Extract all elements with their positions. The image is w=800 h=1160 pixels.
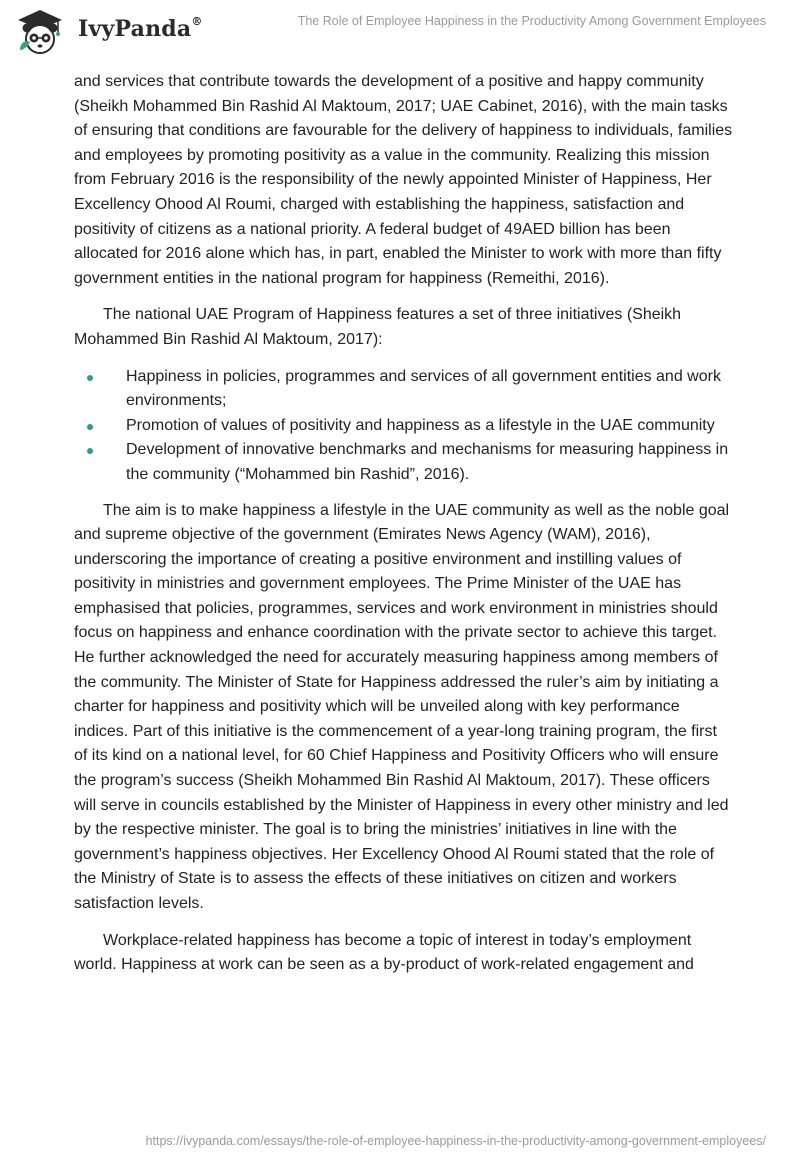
page-header (0, 0, 800, 60)
paragraph: The national UAE Program of Happiness features a set of three initiatives (Sheikh Mohammed Bin Rashid Al Maktoum, 2017): (74, 306, 682, 348)
document-title: The Role of Employee Happiness in the Productivity Among Government Employees (297, 14, 766, 28)
bullet-dot-icon (87, 448, 93, 454)
paragraph: Workplace-related happiness has become a topic of interest in today’s employment world. Happiness at work can be seen as a by-product of work-related engagement and (74, 931, 694, 974)
list-item: Development of innovative benchmarks and mechanisms for measuring happiness in the community (“Mohammed bin Rashid”, 2016). (74, 438, 734, 487)
bullet-dot-icon (87, 424, 93, 430)
brand-name: IvyPanda® (78, 14, 203, 42)
source-url-link[interactable]: https://ivypanda.com/essays/the-role-of-employee-happiness-in-the-productivity-among-government-employees/ (145, 1134, 766, 1148)
paragraph: The aim is to make happiness a lifestyle in the UAE community as well as the noble goal and supreme objective of the government (Emirates News Agency (WAM), 2016), underscoring the importance of creating a positive environment and instilling values of positivity in ministries and government employees. The Prime Minister of the UAE has emphasised that policies, programmes, services and work environment in ministries should focus on happiness and enhance coordination with the private sector to achieve this target. He further acknowledged the need for accurately measuring happiness among members of the community. The Minister of State for Happiness addressed the ruler’s aim by initiating a charter for happiness and positivity which will be unveiled along with key performance indices. Part of this initiative is the commencement of a year-long training program, the first of its kind on a national level, for 60 Chief Happiness and Positivity Officers who will ensure the program’s success (Sheikh Mohammed Bin Rashid Al Maktoum, 2017). These officers will serve in councils established by the Minister of Happiness in every other ministry and led by the respective minister. The goal is to bring the ministries’ initiatives in line with the government’s happiness objectives. Her Excellency Ohood Al Roumi stated that the role of the Ministry of State is to assess the effects of these initiatives on citizen and workers satisfaction levels. (74, 501, 730, 912)
essay-body (74, 70, 734, 978)
list-item: Promotion of values of positivity and happiness as a lifestyle in the UAE community (74, 414, 734, 439)
panda-graduate-icon (14, 6, 66, 56)
ivypanda-logo[interactable] (14, 6, 274, 56)
bullet-dot-icon (87, 375, 93, 381)
paragraph: and services that contribute towards the development of a positive and happy community (Sheikh Mohammed Bin Rashid Al Maktoum, 2017; UAE Cabinet, 2016), with the main tasks of ensuring that conditions are favourable for the delivery of happiness to individuals, families and employees by promoting positivity as a value in the community. Realizing this mission from February 2016 is the responsibility of the newly appointed Minister of Happiness, Her Excellency Ohood Al Roumi, charged with establishing the happiness, satisfaction and positivity of citizens as a national priority. A federal budget of 49AED billion has been allocated for 2016 alone which has, in part, enabled the Minister to work with more than fifty government entities in the national program for happiness (Remeithi, 2016). (74, 73, 733, 287)
list-item: Happiness in policies, programmes and services of all government entities and work environments; (74, 365, 734, 414)
initiatives-list (74, 365, 734, 488)
